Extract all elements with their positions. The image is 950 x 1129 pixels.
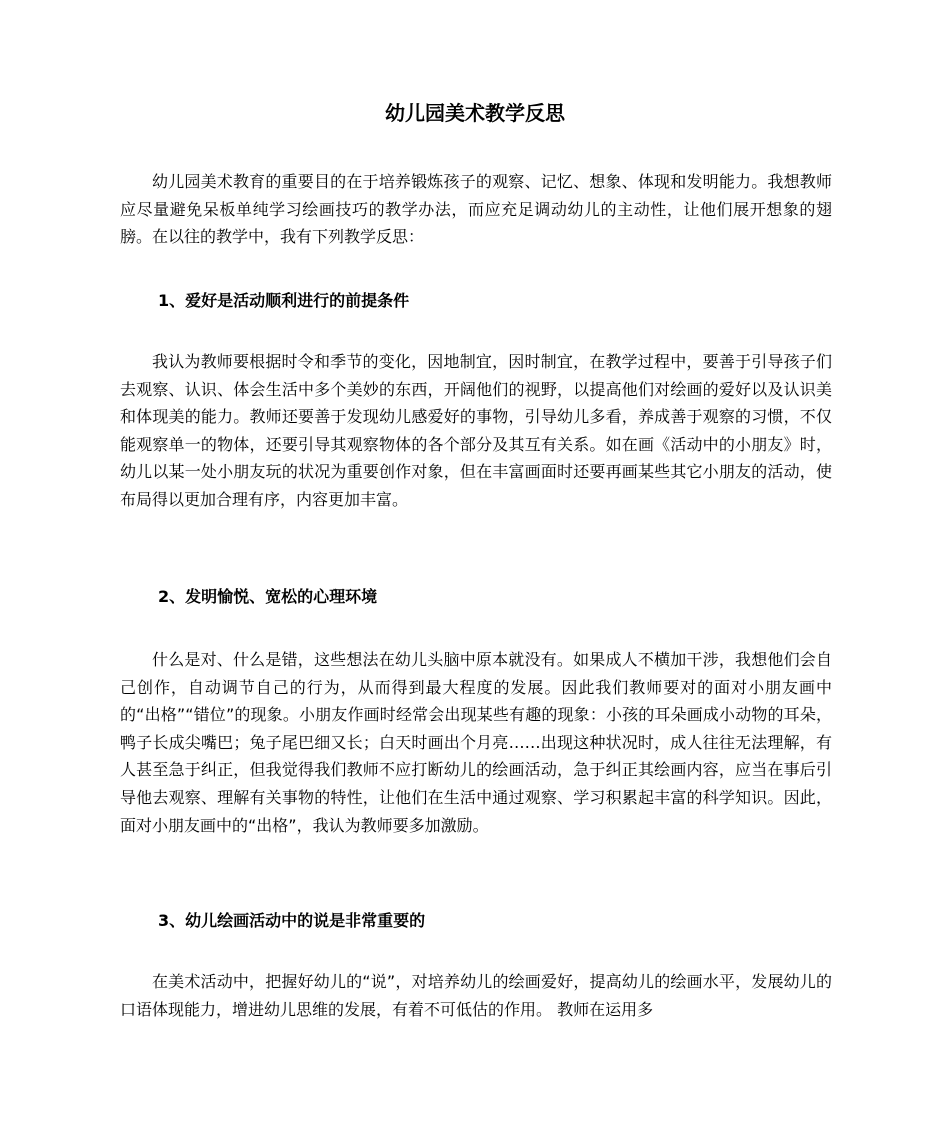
document-title: 幼儿园美术教学反思 <box>385 101 565 125</box>
section-1-paragraph: 我认为教师要根据时令和季节的变化，因地制宜，因时制宜，在教学过程中，要善于引导孩子们去观察、认识、体会生活中多个美妙的东西，开阔他们的视野，以提高他们对绘画的爱好以及认识美和体现美的能力。教师还要善于发现幼儿感爱好的事物，引导幼儿多看，养成善于观察的习惯，不仅能观察单一的物体，还要引导其观察物体的各个部分及其互有关系。如在画《活动中的小朋友》时，幼儿以某一处小朋友玩的状况为重要创作对象，但在丰富画面时还要再画某些其它小朋友的活动，使布局得以更加合理有序，内容更加丰富。 <box>120 352 832 509</box>
intro-paragraph: 幼儿园美术教育的重要目的在于培养锻炼孩子的观察、记忆、想象、体现和发明能力。我想教师应尽量避免呆板单纯学习绘画技巧的教学办法，而应充足调动幼儿的主动性，让他们展开想象的翅膀。在以往的教学中，我有下列教学反思： <box>120 172 832 247</box>
section-2-paragraph: 什么是对、什么是错，这些想法在幼儿头脑中原本就没有。如果成人不横加干涉，我想他们会自己创作，自动调节自己的行为，从而得到最大程度的发展。因此我们教师要对的面对小朋友画中的“出格”“错位”的现象。小朋友作画时经常会出现某些有趣的现象：小孩的耳朵画成小动物的耳朵，鸭子长成尖嘴巴；兔子尾巴细又长；白天时画出个月亮……出现这种状况时，成人往往无法理解，有人甚至急于纠正，但我觉得我们教师不应打断幼儿的绘画活动，急于纠正其绘画内容，应当在事后引导他去观察、理解有关事物的特性，让他们在生活中通过观察、学习积累起丰富的科学知识。因此，面对小朋友画中的“出格”，我认为教师要多加激励。 <box>120 650 832 835</box>
section-3-paragraph: 在美术活动中，把握好幼儿的“说”，对培养幼儿的绘画爱好，提高幼儿的绘画水平，发展幼儿的口语体现能力，增进幼儿思维的发展，有着不可低估的作用。 教师在运用多 <box>120 972 832 1019</box>
section-3-heading: 3、幼儿绘画活动中的说是非常重要的 <box>158 911 426 930</box>
section-2-heading: 2、发明愉悦、宽松的心理环境 <box>158 587 378 606</box>
section-1-heading: 1、爱好是活动顺利进行的前提条件 <box>158 291 410 310</box>
